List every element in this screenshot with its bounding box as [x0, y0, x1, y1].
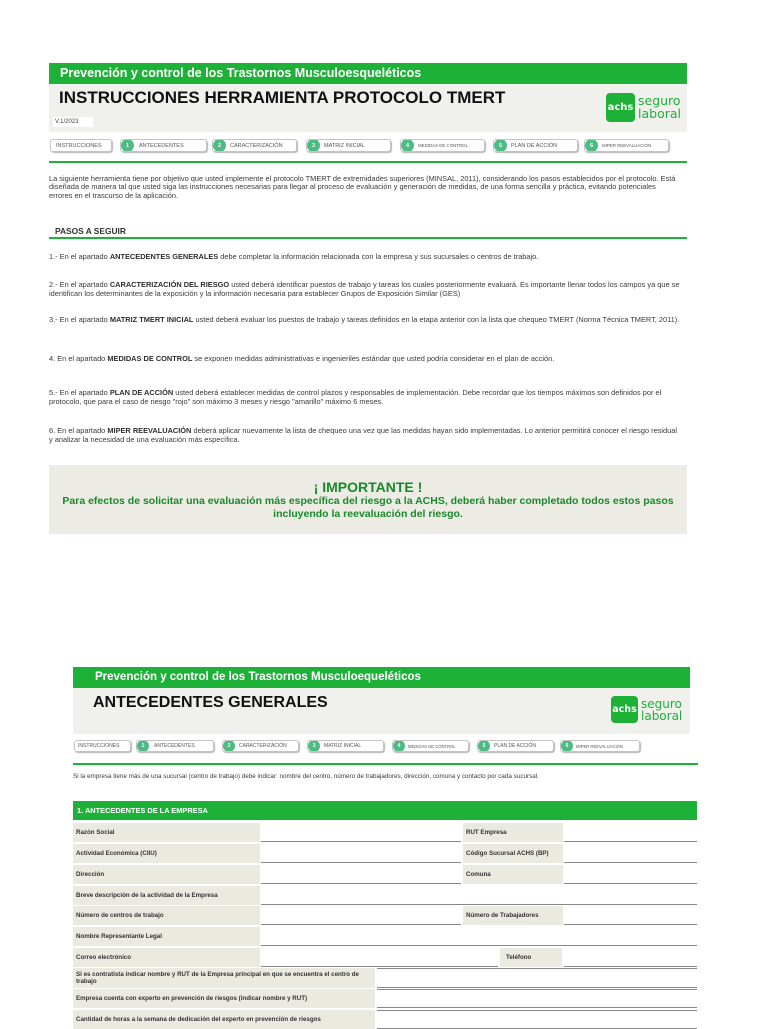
row-correo — [73, 948, 697, 967]
step-6-icon: 6 — [585, 139, 598, 152]
important-notice — [49, 465, 687, 534]
steps-heading: PASOS A SEGUIR — [55, 226, 126, 236]
label-telefono: Teléfono — [500, 948, 562, 967]
logo-page2-line2: laboral — [641, 708, 683, 723]
numero-trabajadores-input[interactable] — [564, 906, 697, 925]
row-contratista — [73, 968, 697, 988]
tab-matriz-inicial-label: MATRIZ INICIAL — [324, 142, 365, 149]
page2-nav-tabs — [74, 740, 640, 752]
page2-tab-medidas-control-label: MEDIDAS DE CONTROL — [408, 743, 456, 749]
tab-plan-accion-label: PLAN DE ACCIÓN — [511, 142, 558, 149]
intro-paragraph: La siguiente herramienta tiene por objetivo que usted implemente el protocolo TMERT de extremidades superiores (MINSAL, 2011), considerando los pasos establecidos por el protocolo. Está diseñada de manera tal que usted siga las instrucciones necesarias para llegar al proceso de evaluación y generación de medidas, de una forma sencilla y práctica, evitando potenciales errores en el trascurso de la aplicación. — [49, 174, 676, 200]
page2-step-1-icon: 1 — [137, 740, 149, 752]
page2-tab-matriz-inicial-label: MATRIZ INICIAL — [324, 743, 362, 749]
page2-step-5-icon: 5 — [478, 740, 490, 752]
step-6-text: 6. En el apartado MIPER REEVALUACIÓN deberá aplicar nuevamente la lista de chequeo una vez que las medidas hayan sido implementadas. Lo anterior permitirá conocer el riesgo residual y analizar la necesidad de una evaluación más específica. — [49, 426, 678, 445]
page1-tabs-underline — [49, 161, 687, 163]
label-numero-trabajadores: Número de Trabajadores — [463, 906, 563, 925]
page2-tab-instrucciones[interactable] — [74, 740, 131, 752]
page1-title: INSTRUCCIONES HERRAMIENTA PROTOCOLO TMERT — [59, 88, 506, 107]
label-razon-social: Razón Social — [73, 823, 260, 842]
representante-input[interactable] — [261, 927, 697, 946]
row-breve-descripcion — [73, 886, 697, 905]
important-body: Para efectos de solicitar una evaluación más específica del riesgo a la ACHS, deberá haber completado todos estos pasos incluyendo la reevaluación del riesgo. — [62, 495, 674, 520]
tab-antecedentes[interactable] — [120, 139, 207, 152]
tab-medidas-control[interactable] — [400, 139, 485, 152]
step-1-text: 1.- En el apartado ANTECEDENTES GENERALES debe completar la información relacionada con la empresa y sus sucursales o centros de trabajo. — [49, 252, 539, 261]
label-comuna: Comuna — [463, 865, 563, 884]
version-label: V.1/2023 — [53, 117, 93, 127]
label-direccion: Dirección — [73, 865, 260, 884]
comuna-input[interactable] — [564, 865, 697, 884]
label-actividad: Actividad Económica (CIIU) — [73, 844, 260, 863]
label-correo: Correo electrónico — [73, 948, 260, 967]
telefono-input[interactable] — [564, 948, 697, 967]
step-3-text: 3.- En el apartado MATRIZ TMERT INICIAL usted deberá evaluar los puestos de trabajo y tareas definidos en la etapa anterior con la lista que chequeo TMERT (Norma Técnica TMERT, 2011). — [49, 315, 680, 324]
label-breve-descripcion: Breve descripción de la actividad de la Empresa — [73, 886, 260, 905]
tab-miper-reevaluacion-label: MIPER REEVALUACIÓN — [602, 143, 652, 148]
page1-nav-tabs — [50, 139, 669, 152]
page2-title: ANTECEDENTES GENERALES — [93, 694, 328, 711]
label-experto: Empresa cuenta con experto en prevención de riesgos (indicar nombre y RUT) — [73, 989, 375, 1008]
row-razon-social — [73, 823, 697, 842]
page2-tabs-underline — [73, 763, 698, 765]
label-rut-empresa: RUT Empresa — [463, 823, 563, 842]
tab-instrucciones[interactable] — [50, 139, 112, 152]
page2-tab-miper-reevaluacion[interactable] — [560, 740, 640, 752]
tab-instrucciones-label: INSTRUCCIONES — [56, 142, 102, 149]
label-numero-centros: Número de centros de trabajo — [73, 906, 260, 925]
logo-line2: laboral — [638, 105, 681, 121]
label-contratista: Si es contratista indicar nombre y RUT de la Empresa principal en que se encuentra el centro de trabajo — [73, 968, 375, 988]
tab-plan-accion[interactable] — [493, 139, 578, 152]
achs-logo — [606, 93, 681, 122]
logo-line1: seguro — [638, 93, 681, 108]
tab-matriz-inicial[interactable] — [306, 139, 391, 152]
row-horas-experto — [73, 1010, 697, 1029]
actividad-input[interactable] — [261, 844, 461, 863]
section-1-header: 1. ANTECEDENTES DE LA EMPRESA — [73, 801, 697, 820]
label-codigo-sucursal: Código Sucursal ACHS (BP) — [463, 844, 563, 863]
page2-tab-antecedentes[interactable] — [136, 740, 214, 752]
page2-banner: Prevención y control de los Trastornos Musculoequeléticos — [73, 667, 690, 688]
step-1-icon: 1 — [121, 139, 134, 152]
row-representante — [73, 927, 697, 946]
contratista-input[interactable] — [377, 968, 697, 988]
step-5-icon: 5 — [494, 139, 507, 152]
row-direccion — [73, 865, 697, 884]
horas-experto-input[interactable] — [377, 1010, 697, 1029]
correo-input[interactable] — [261, 948, 498, 967]
step-4-text: 4. En el apartado MEDIDAS DE CONTROL se exponen medidas administrativas e ingenieriles estándar que usted podría considerar en el plan de acción. — [49, 354, 555, 363]
experto-input[interactable] — [377, 989, 697, 1008]
breve-descripcion-input[interactable] — [261, 886, 697, 905]
page2-tab-antecedentes-label: ANTECEDENTES — [154, 743, 195, 749]
step-3-icon: 3 — [307, 139, 320, 152]
achs-logo-page2 — [611, 696, 682, 723]
page2-step-6-icon: 6 — [561, 740, 573, 752]
tab-medidas-control-label: MEDIDAS DE CONTROL — [418, 143, 469, 148]
page2-tab-instrucciones-label: INSTRUCCIONES — [78, 743, 120, 749]
sucursal-note: Si la empresa tiene más de una sucursal (centro de trabajo) debe indicar: nombre del centro, número de trabajadores, dirección, comuna y contacto por cada sucursal. — [73, 773, 539, 780]
page2-tab-caracterizacion[interactable] — [222, 740, 299, 752]
tab-caracterizacion-label: CARACTERIZACIÓN — [230, 142, 283, 149]
page2-tab-plan-accion-label: PLAN DE ACCIÓN — [494, 743, 536, 749]
label-representante: Nombre Representante Legal — [73, 927, 260, 946]
direccion-input[interactable] — [261, 865, 461, 884]
steps-heading-underline — [49, 237, 687, 239]
page2-tab-miper-reevaluacion-label: MIPER REEVALUACIÓN — [576, 743, 623, 749]
page1-banner: Prevención y control de los Trastornos Musculoesqueléticos — [49, 63, 687, 84]
codigo-sucursal-input[interactable] — [564, 844, 697, 863]
rut-empresa-input[interactable] — [564, 823, 697, 842]
achs-badge-icon: achs — [606, 93, 635, 122]
page2-tab-medidas-control[interactable] — [392, 740, 469, 752]
tab-miper-reevaluacion[interactable] — [584, 139, 669, 152]
page2-tab-matriz-inicial[interactable] — [307, 740, 384, 752]
tab-caracterizacion[interactable] — [212, 139, 297, 152]
step-5-text: 5.- En el apartado PLAN DE ACCIÓN usted deberá establecer medidas de control plazos y responsables de implementación. Debe recordar que los tiempos máximos son definidos por el protocolo, que para el caso de riesgo "rojo" son máximo 3 meses y riesgo "amarillo" máximo 6 meses. — [49, 388, 662, 407]
step-2-text: 2.- En el apartado CARACTERIZACIÓN DEL RIESGO usted deberá identificar puestos de trabajo y tareas los cuales posteriormente evaluará. Es importante llenar todos los campos ya que se identifican los determinantes de la exposición y la información necesaria para establecer Grupos de Exposición Similar (GES) — [49, 280, 680, 299]
page2-step-4-icon: 4 — [393, 740, 405, 752]
achs-badge-icon-page2: achs — [611, 696, 638, 723]
tab-antecedentes-label: ANTECEDENTES — [139, 142, 184, 149]
page2-step-3-icon: 3 — [308, 740, 320, 752]
razon-social-input[interactable] — [261, 823, 461, 842]
page2-tab-caracterizacion-label: CARACTERIZACIÓN — [239, 743, 287, 749]
page2-step-2-icon: 2 — [223, 740, 235, 752]
step-2-icon: 2 — [213, 139, 226, 152]
numero-centros-input[interactable] — [261, 906, 461, 925]
row-experto — [73, 989, 697, 1008]
important-heading: ¡ IMPORTANTE ! — [313, 479, 423, 495]
step-4-icon: 4 — [401, 139, 414, 152]
row-actividad — [73, 844, 697, 863]
row-numero-centros — [73, 906, 697, 925]
logo-page2-line1: seguro — [641, 696, 682, 711]
label-horas-experto: Cantidad de horas a la semana de dedicación del experto en prevención de riesgos — [73, 1010, 375, 1029]
page2-tab-plan-accion[interactable] — [477, 740, 554, 752]
